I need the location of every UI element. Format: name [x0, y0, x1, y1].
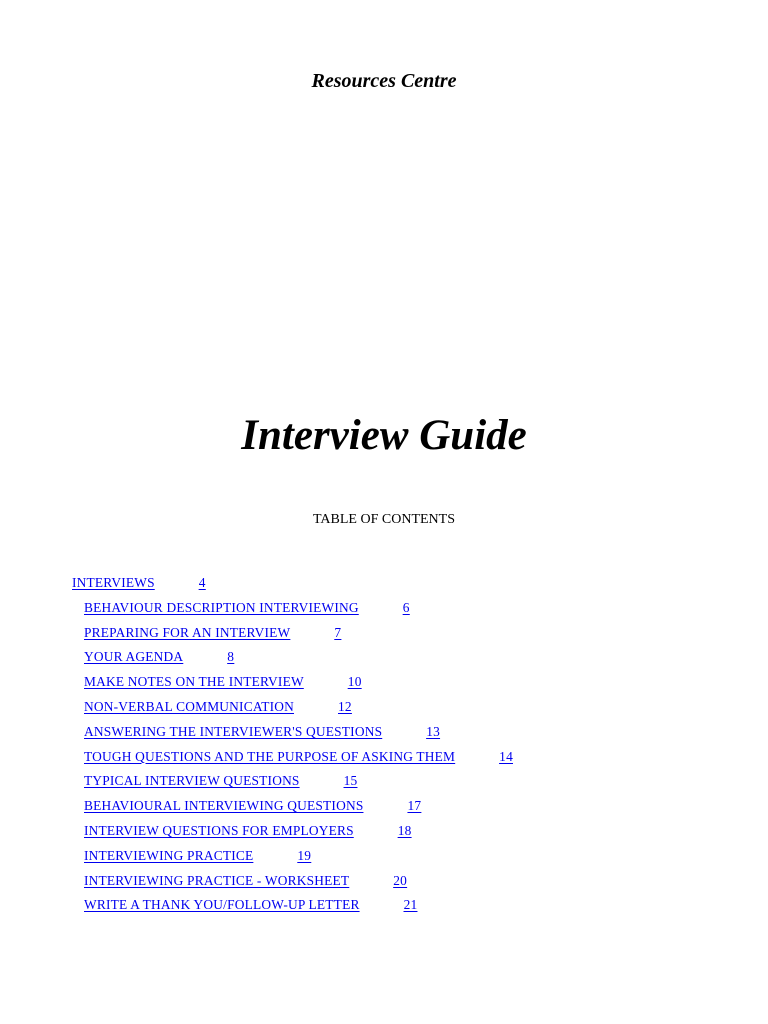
toc-label: INTERVIEWING PRACTICE - WORKSHEET	[84, 872, 350, 888]
toc-label: TOUGH QUESTIONS AND THE PURPOSE OF ASKING THEM	[84, 748, 456, 764]
toc-link-behavioural-interviewing-questions[interactable]	[84, 798, 421, 813]
toc-page-number: 8	[227, 649, 235, 665]
toc-entry	[0, 598, 768, 623]
toc-page-number: 17	[407, 798, 422, 814]
toc-link-make-notes-on-the-interview[interactable]	[84, 674, 362, 689]
toc-link-interviewing-practice[interactable]	[84, 848, 311, 863]
toc-entry	[0, 771, 768, 796]
toc-label: NON-VERBAL COMMUNICATION	[84, 698, 294, 714]
toc-link-interviewing-practice-worksheet[interactable]	[84, 873, 407, 888]
document-title: Interview Guide	[241, 412, 527, 459]
toc-entry	[0, 747, 768, 772]
toc-link-interview-questions-for-employers[interactable]	[84, 823, 412, 838]
toc-link-tough-questions[interactable]	[84, 749, 513, 764]
toc-page-number: 18	[397, 822, 412, 838]
toc-page-number: 13	[426, 723, 441, 739]
toc-link-typical-interview-questions[interactable]	[84, 773, 357, 788]
toc-label: BEHAVIOURAL INTERVIEWING QUESTIONS	[84, 798, 364, 814]
toc-label: YOUR AGENDA	[84, 649, 184, 665]
toc-entry	[0, 647, 768, 672]
toc-entry	[0, 796, 768, 821]
toc-page-number: 19	[297, 847, 312, 863]
toc-label: MAKE NOTES ON THE INTERVIEW	[84, 674, 304, 690]
toc-page-number: 10	[347, 674, 362, 690]
toc-label: ANSWERING THE INTERVIEWER'S QUESTIONS	[84, 723, 383, 739]
toc-link-answering-the-interviewers-questions[interactable]	[84, 724, 440, 739]
header-title: Resources Centre	[311, 70, 457, 92]
toc-page-number: 6	[402, 599, 410, 615]
toc-heading: TABLE OF CONTENTS	[313, 512, 455, 527]
toc-link-write-a-thank-you-letter[interactable]	[84, 897, 417, 912]
toc-link-interviews[interactable]	[72, 575, 206, 590]
table-of-contents	[0, 573, 768, 920]
toc-entry	[0, 846, 768, 871]
toc-page-number: 21	[403, 897, 418, 913]
toc-page-number: 7	[334, 624, 342, 640]
toc-link-non-verbal-communication[interactable]	[84, 699, 352, 714]
toc-label: PREPARING FOR AN INTERVIEW	[84, 624, 291, 640]
toc-page-number: 20	[393, 872, 408, 888]
toc-page-number: 15	[343, 773, 358, 789]
toc-link-your-agenda[interactable]	[84, 649, 234, 664]
toc-label: INTERVIEWING PRACTICE	[84, 847, 254, 863]
toc-page-number: 14	[499, 748, 513, 764]
toc-label: BEHAVIOUR DESCRIPTION INTERVIEWING	[84, 599, 359, 615]
toc-link-preparing-for-an-interview[interactable]	[84, 625, 341, 640]
toc-entry	[0, 871, 768, 896]
toc-page-number: 12	[338, 698, 352, 714]
toc-entry	[0, 722, 768, 747]
toc-entry	[0, 573, 768, 598]
toc-label: INTERVIEW QUESTIONS FOR EMPLOYERS	[84, 822, 354, 838]
toc-label: INTERVIEWS	[72, 575, 155, 590]
toc-label: TYPICAL INTERVIEW QUESTIONS	[84, 773, 300, 789]
toc-entry	[0, 895, 768, 920]
toc-entry	[0, 821, 768, 846]
toc-entry	[0, 623, 768, 648]
toc-page-number: 4	[198, 575, 206, 590]
toc-link-behaviour-description-interviewing[interactable]	[84, 600, 410, 615]
toc-entry	[0, 672, 768, 697]
toc-label: WRITE A THANK YOU/FOLLOW-UP LETTER	[84, 897, 360, 913]
toc-entry	[0, 697, 768, 722]
